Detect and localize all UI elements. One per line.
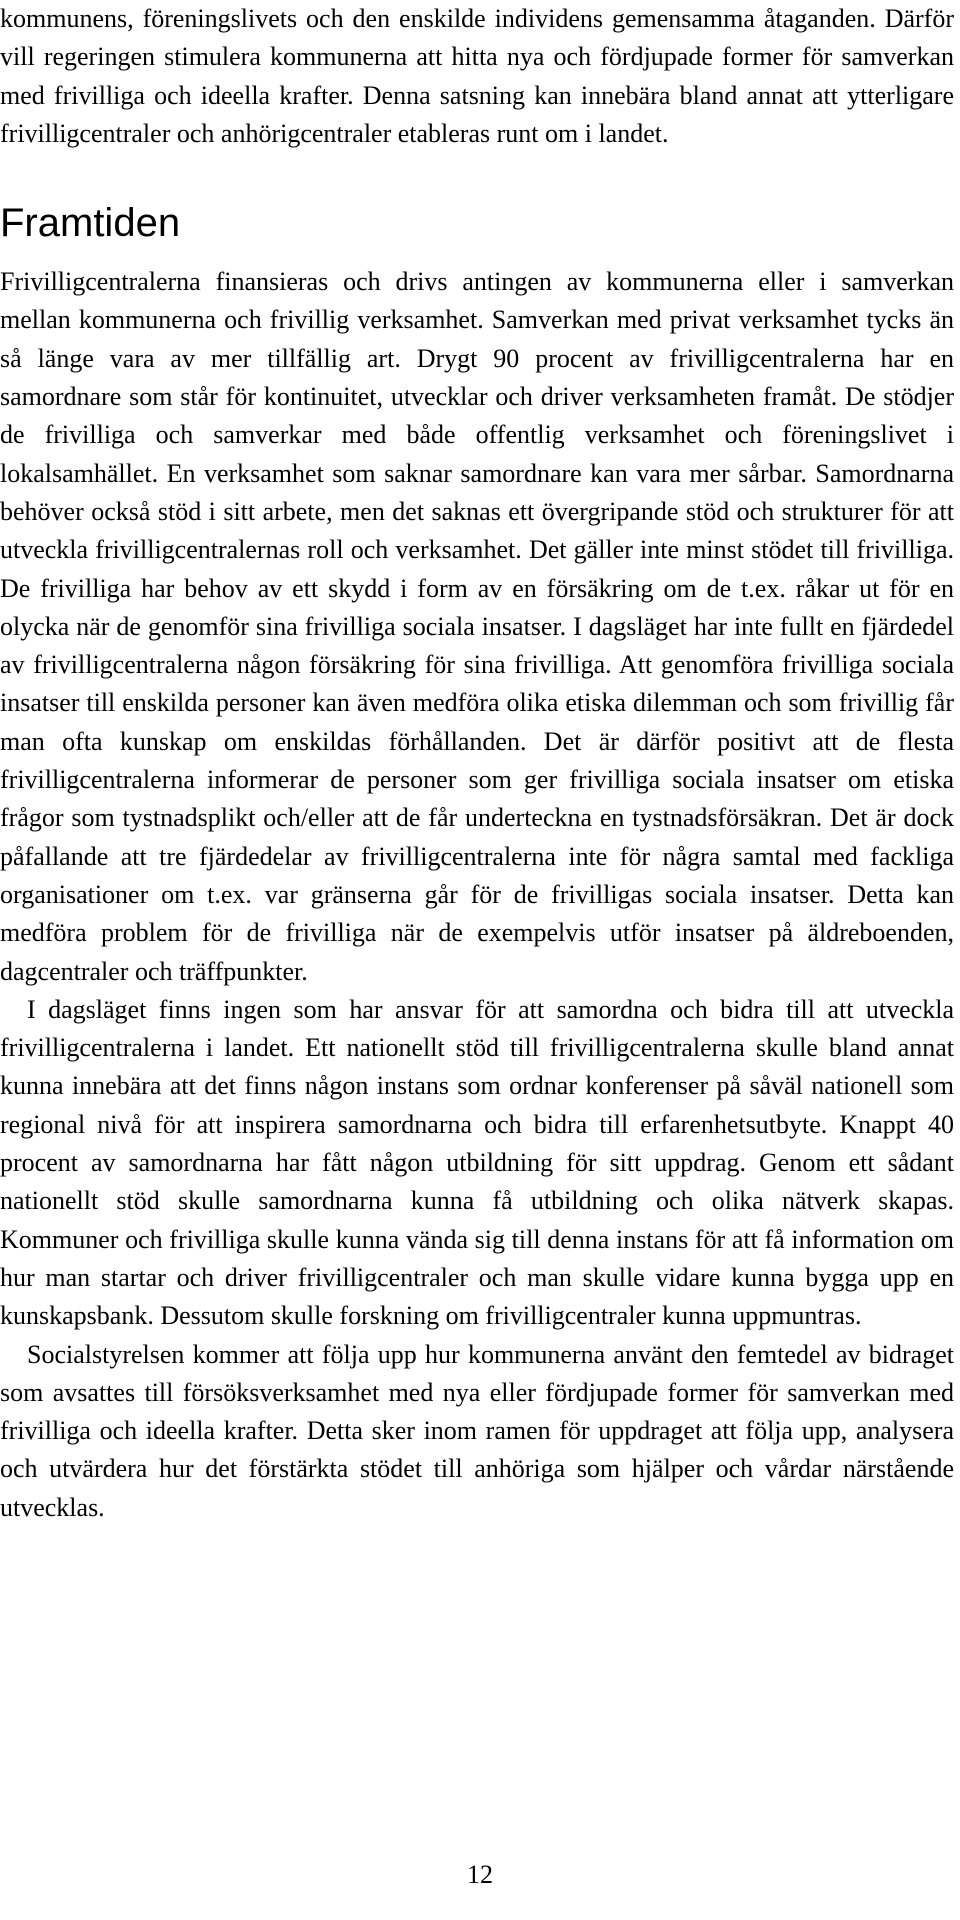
body-paragraph: Socialstyrelsen kommer att följa upp hur kommunerna använt den femtedel av bidraget som avsattes till försöksverksamhet med nya eller fördjupade former för samverkan med frivilliga och ideella krafter. Detta sker inom ramen för uppdraget att följa upp, analysera och utvärdera hur det förstärkta stödet till anhöriga som hjälper och vårdar närstående utvecklas. bbox=[0, 1339, 954, 1522]
page-number: 12 bbox=[467, 1860, 493, 1889]
body-paragraph: Frivilligcentralerna finansieras och drivs antingen av kommunerna eller i samverkan mellan kommunerna och frivillig verksamhet. Samverkan med privat verksamhet tycks än så länge vara av mer tillfällig art. Drygt 90 procent av frivilligcentralerna har en samordnare som står för kontinuitet, utvecklar och driver verksamheten framåt. De stödjer de frivilliga och samverkar med både offentlig verksamhet och föreningslivet i lokalsamhället. En verksamhet som saknar samordnare kan vara mer sårbar. Samordnarna behöver också stöd i sitt arbete, men det saknas ett övergripande stöd och strukturer för att utveckla frivilligcentralernas roll och verksamhet. Det gäller inte minst stödet till frivilliga. De frivilliga har behov av ett skydd i form av en försäkring om de t.ex. råkar ut för en olycka när de genomför sina frivilliga sociala insatser. I dagsläget har inte fullt en fjärdedel av frivilligcentralerna någon försäkring för sina frivilliga. Att genomföra frivilliga sociala insatser till enskilda personer kan även medföra olika etiska dilemman och som frivillig får man ofta kunskap om enskildas förhållanden. Det är därför positivt att de flesta frivilligcentralerna informerar de personer som ger frivilliga sociala insatser om etiska frågor som tystnadsplikt och/eller att de får underteckna en tystnadsförsäkran. Det är dock påfallande att tre fjärdedelar av frivilligcentralerna inte för några samtal med fackliga organisationer om t.ex. var gränserna går för de frivilligas sociala insatser. Detta kan medföra problem för de frivilliga när de exempelvis utför insatser på äldreboenden, dagcentraler och träffpunkter. bbox=[0, 267, 954, 986]
intro-paragraph: kommunens, föreningslivets och den enskilde individens gemensamma åtaganden. Därför vill regeringen stimulera kommunerna att hitta nya och fördjupade former för samverkan med frivilliga och ideella krafter. Denna satsning kan innebära bland annat att ytterligare frivilligcentraler och anhörigcentraler etableras runt om i landet. bbox=[0, 4, 954, 148]
body-paragraph: I dagsläget finns ingen som har ansvar för att samordna och bidra till att utveckla frivilligcentralerna i landet. Ett nationellt stöd till frivilligcentralerna skulle bland annat kunna innebära att det finns någon instans som ordnar konferenser på såväl nationell som regional nivå för att inspirera samordnarna och bidra till erfarenhetsutbyte. Knappt 40 procent av samordnarna har fått någon utbildning för sitt uppdrag. Genom ett sådant nationellt stöd skulle samordnarna kunna få utbildning och olika nätverk skapas. Kommuner och frivilliga skulle kunna vända sig till denna instans för att få information om hur man startar och driver frivilligcentraler och man skulle vidare kunna bygga upp en kunskapsbank. Dessutom skulle forskning om frivilligcentraler kunna uppmuntras. bbox=[0, 994, 954, 1331]
section-heading: Framtiden bbox=[0, 201, 181, 246]
